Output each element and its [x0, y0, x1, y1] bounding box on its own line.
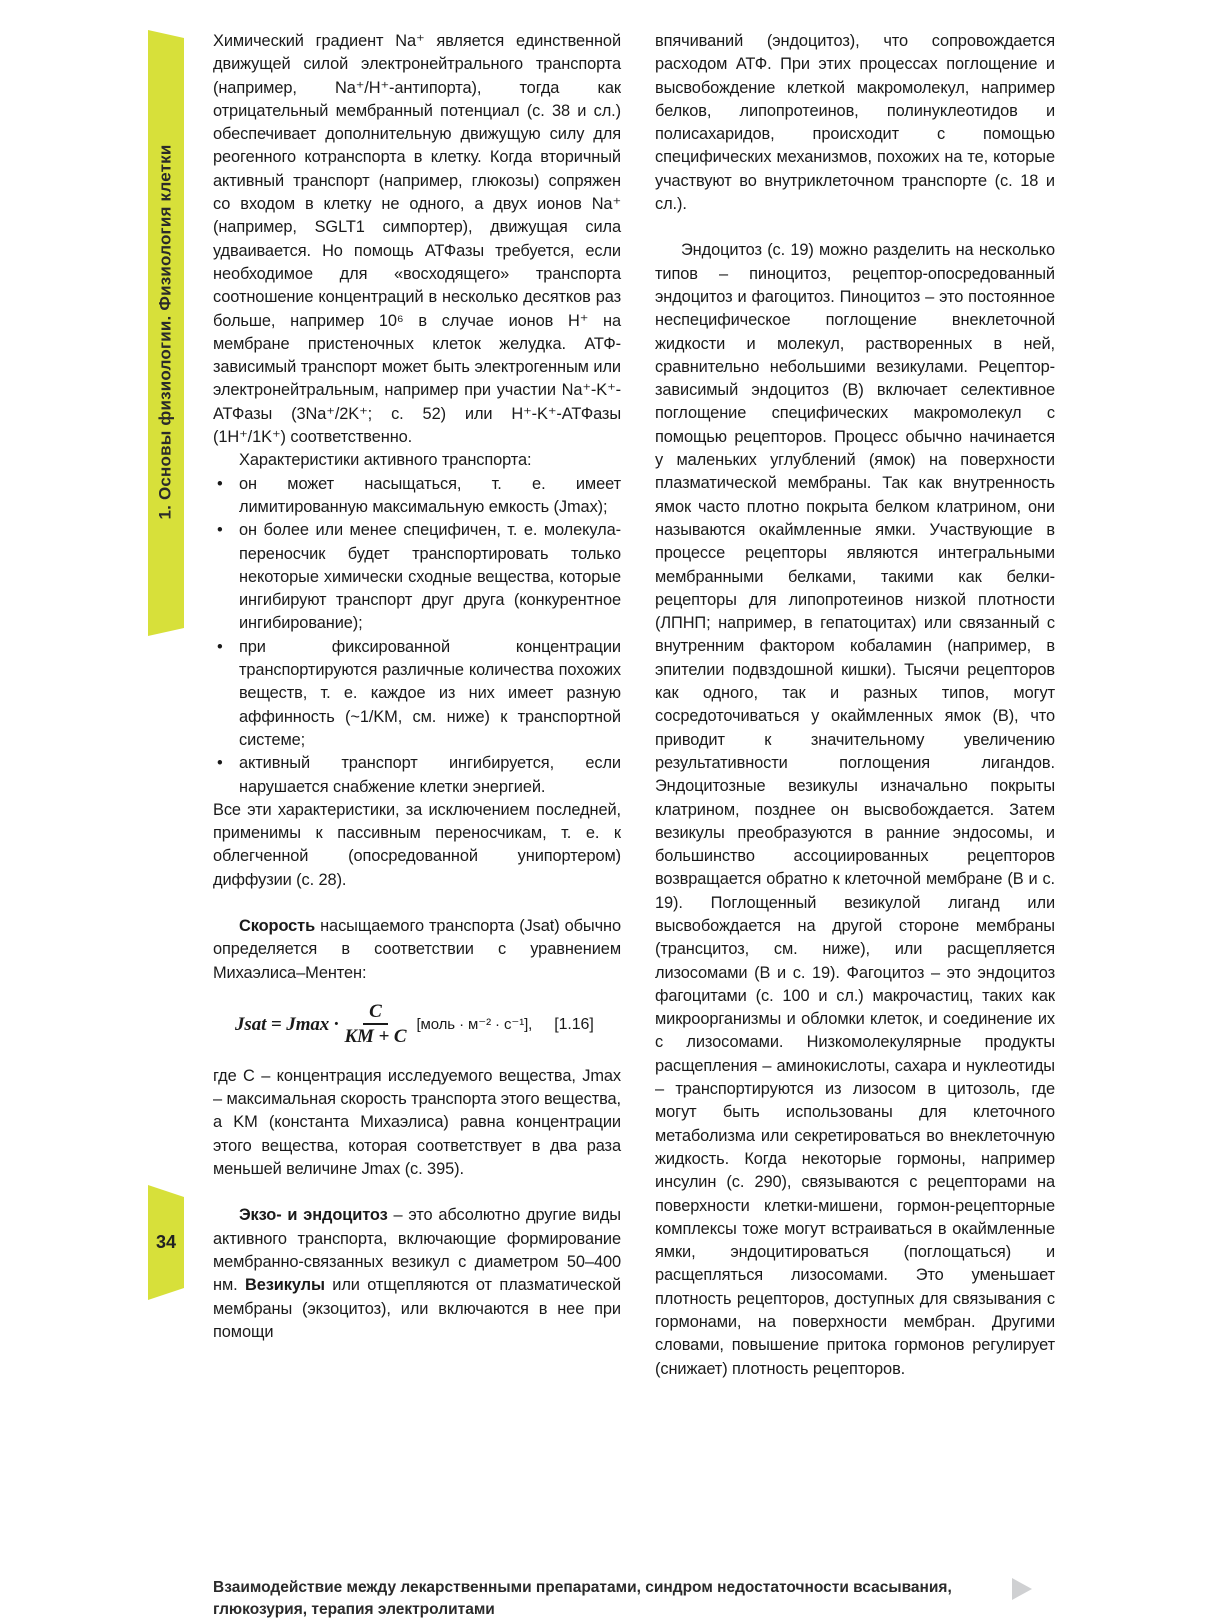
paragraph-formula-explanation: где C – концентрация исследуемого вещества, Jmax – максимальная скорость транспорта этого вещества, а KM (константа Михаэлиса) равна концентрации этого вещества, которая соответствует в два раза меньшей величине Jmax (с. 395). — [213, 1066, 621, 1179]
formula-fraction — [344, 1001, 406, 1049]
list-item: • активный транспорт ингибируется, если нарушается снабжение клетки энергией. — [213, 752, 621, 799]
chapter-label: 1. Основы физиологии. Физиология клетки — [156, 144, 175, 520]
paragraph-endocytosis: Эндоцитоз (с. 19) можно разделить на несколько типов – пиноцитоз, рецептор-опосредованный эндоцитоз и фагоцитоз. Пиноцитоз – это постоянное неспецифическое поглощение внеклеточной жидкости и молекул, растворенных в ней, сравнительно небольшими везикулами. Рецептор-зависимый эндоцитоз (B) включает селективное поглощение специфических макромолекул с помощью рецепторов. Процесс обычно начинается у маленьких углублений (ямок) на поверхности плазматической мембраны. Так как внутренность ямок часто плотно покрыта белком клатрином, они называются окаймленные ямки. Участвующие в процессе рецепторы являются интегральными мембранными белками, такими как белки-рецепторы для липопротеинов низкой плотности (ЛПНП; например, в гепатоцитах) или связанный с внутренним фактором кобаламин (например, в эпителии подвздошной кишки). Тысячи рецепторов как одного, так и разных типов, могут сосредоточиваться у окаймленных ямок (B), что приводит к значительному увеличению результативности поглощения лигандов. Эндоцитозные везикулы изначально покрыты клатрином, позднее он высвобождается. Затем везикулы преобразуются в ранние эндосомы, и большинство ассоциированных рецепторов возвращается обратно к клеточной мембране (B и с. 19). Поглощенный везикулой лиганд или высвобождается на другой стороне мембраны (трансцитоз, см. ниже), или расщепляется лизосомами (B и с. 19). Фагоцитоз – это эндоцитоз фагоцитами (с. 100 и сл.) макрочастиц, таких как микроорганизмы и обломки клеток, и соединение их с лизосомами. Низкомолекулярные продукты расщепления – аминокислоты, сахара и нуклеотиды – транспортируются из лизосом в цитозоль, где могут быть использованы для клеточного метаболизма или секретироваться во внеклеточную жидкость. Когда некоторые гормоны, например инсулин (с. 290), связываются с рецепторами на поверхности клетки-мишени, гормон-рецепторные комплексы тоже могут встраиваться в окаймленные ямки, эндоцитироваться (поглощаться) и расщепляться лизосомами. Это уменьшает плотность рецепторов, доступных для связывания с гормонами, на поверхности мембран. Другими словами, повышение притока гормонов регулирует (снижает) плотность рецепторов. — [655, 241, 1055, 1378]
active-transport-characteristics-intro: Характеристики активного транспорта: — [239, 451, 532, 470]
exo-text: – это абсолютно другие виды активного транспорта, включающие формирование мембранно-связанных везикул с диаметром 50–400 нм. — [213, 1206, 621, 1295]
right-column — [655, 30, 1055, 1381]
footer-line: глюкозурия, терапия электролитами — [213, 1601, 495, 1618]
formula-numerator: C — [363, 1001, 388, 1025]
term-exo-endocytosis: Экзо- и эндоцитоз — [239, 1206, 388, 1225]
next-page-arrow-icon — [1012, 1578, 1032, 1600]
term-speed: Скорость — [239, 916, 316, 935]
page-number: 34 — [155, 1232, 177, 1252]
footer-clinical-topics — [213, 1577, 983, 1621]
michaelis-menten-formula — [235, 999, 621, 1051]
left-column — [213, 30, 621, 1344]
list-item: • при фиксированной концентрации транспортируются различные количества похожих веществ, т. е. каждое из них имеет разную аффинность (~1/KM, см. ниже) к транспортной системе; — [213, 636, 621, 752]
formula-denominator: KM + C — [344, 1025, 407, 1047]
footer-line: Взаимодействие между лекарственными препаратами, синдром недостаточности всасывания, — [213, 1579, 952, 1596]
list-item: • он может насыщаться, т. е. имеет лимитированную максимальную емкость (Jmax); — [213, 473, 621, 520]
paragraph-exo-endocytosis — [213, 1204, 621, 1344]
term-vesicles: Везикулы — [244, 1276, 325, 1295]
paragraph-invagination: впячиваний (эндоцитоз), что сопровождается расходом АТФ. При этих процессах поглощение и высвобождение клеткой макромолекул, например белков, липопротеинов, полинуклеотидов и полисахаридов, происходит с помощью специфических механизмов, похожих на те, которые участвуют во внутриклеточном транспорте (с. 18 и сл.). — [655, 32, 1055, 214]
formula-number: [1.16] — [554, 1016, 594, 1034]
list-item: • он более или менее специфичен, т. е. молекула-переносчик будет транспортировать только некоторые химически сходные вещества, которые ингибируют транспорт друг друга (конкурентное ингибирование); — [213, 519, 621, 635]
paragraph-speed — [213, 915, 621, 985]
vesicles-text: или отщепляются от плазматической мембраны (экзоцитоз), или включаются в нее при помощи — [213, 1276, 621, 1341]
paragraph-passive-carriers: Все эти характеристики, за исключением последней, применимы к пассивным переносчикам, т. е. к облегченной (опосредованной унипортером) диффузии (с. 28). — [213, 800, 621, 889]
paragraph-chemical-gradient: Химический градиент Na⁺ является единственной движущей силой электронейтрального транспорта (например, Na⁺/H⁺-антипорта), тогда как отрицательный мембранный потенциал (с. 38 и сл.) обеспечивает дополнительную движущую силу для реогенного котранспорта в клетку. Когда вторичный активный транспорт (например, глюкозы) сопряжен со входом в клетку не одного, а двух ионов Na⁺ (например, SGLT1 симпортер), движущая сила удваивается. Но помощь АТФазы требуется, если необходимое для «восходящего» транспорта соотношение концентраций в несколько десятков раз больше, например 10⁶ в случае ионов H⁺ на мембране пристеночных клеток желудка. АТФ-зависимый транспорт может быть электрогенным или электронейтральным, например при участии Na⁺-K⁺-АТФазы (3Na⁺/2K⁺; с. 52) или H⁺-K⁺-АТФазы (1H⁺/1K⁺) соответственно. — [213, 32, 621, 447]
chapter-label-container — [150, 36, 182, 628]
characteristics-list — [213, 473, 621, 799]
formula-lhs: Jsat = Jmax · — [235, 1014, 339, 1036]
formula-units: [моль · м⁻² · с⁻¹], — [416, 1016, 533, 1034]
speed-text: насыщаемого транспорта (Jsat) обычно определяется в соответствии с уравнением Михаэлиса–Ментен: — [213, 916, 621, 982]
